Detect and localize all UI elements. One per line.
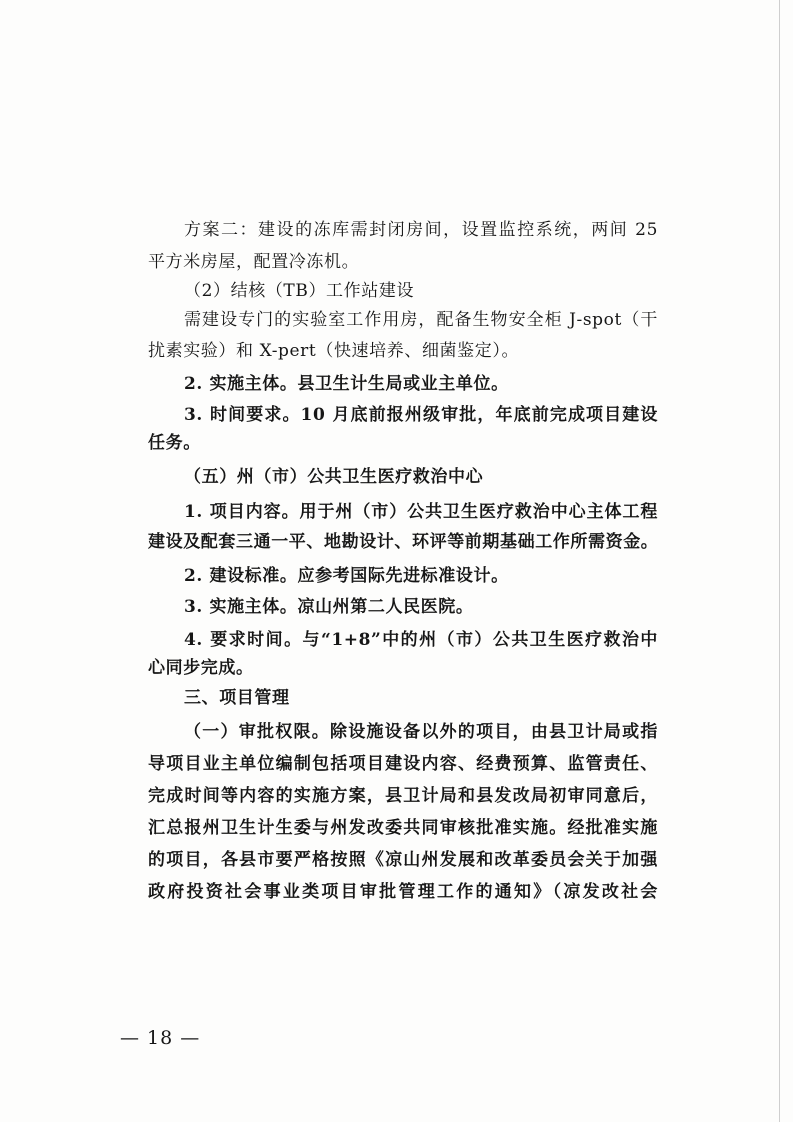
- paragraph-line: 2. 建设标准。应参考国际先进标准设计。: [184, 566, 509, 586]
- section-heading: 三、项目管理: [184, 688, 290, 708]
- paragraph-line: 的项目，各县市要严格按照《凉山州发展和改革委员会关于加强: [148, 850, 658, 870]
- paragraph-line: 导项目业主单位编制包括项目建设内容、经费预算、监管责任、: [148, 754, 658, 774]
- paragraph-line: 方案二：建设的冻库需封闭房间，设置监控系统，两间 25: [184, 220, 658, 240]
- paragraph-line: 建设及配套三通一平、地勘设计、环评等前期基础工作所需资金。: [148, 532, 658, 552]
- paragraph-line: 汇总报州卫生计生委与州发改委共同审核批准实施。经批准实施: [148, 818, 658, 838]
- paragraph-line: （2）结核（TB）工作站建设: [184, 281, 415, 301]
- paragraph-line: 3. 实施主体。凉山州第二人民医院。: [184, 597, 474, 617]
- paragraph-line: 完成时间等内容的实施方案，县卫计局和县发改局初审同意后，: [148, 786, 658, 806]
- scan-edge-divider: [779, 0, 780, 1122]
- paragraph-line: 扰素实验）和 X-pert（快速培养、细菌鉴定）。: [148, 341, 520, 361]
- paragraph-line: 平方米房屋，配置冷冻机。: [148, 252, 360, 272]
- paragraph-line: 任务。: [148, 433, 201, 453]
- paragraph-line: 2. 实施主体。县卫生计生局或业主单位。: [184, 374, 509, 394]
- section-heading: （五）州（市）公共卫生医疗救治中心: [184, 467, 484, 487]
- paragraph-line: 4. 要求时间。与“1+8”中的州（市）公共卫生医疗救治中: [184, 630, 658, 650]
- paragraph-line: （一）审批权限。除设施设备以外的项目，由县卫计局或指: [184, 722, 658, 742]
- paragraph-line: 3. 时间要求。10 月底前报州级审批，年底前完成项目建设: [184, 405, 658, 425]
- paragraph-line: 政府投资社会事业类项目审批管理工作的通知》（凉发改社会: [148, 882, 658, 902]
- paragraph-line: 1. 项目内容。用于州（市）公共卫生医疗救治中心主体工程: [184, 502, 658, 522]
- page-number: — 18 —: [120, 1027, 201, 1049]
- paragraph-line: 需建设专门的实验室工作用房，配备生物安全柜 J-spot（干: [184, 310, 658, 330]
- paragraph-line: 心同步完成。: [148, 658, 254, 678]
